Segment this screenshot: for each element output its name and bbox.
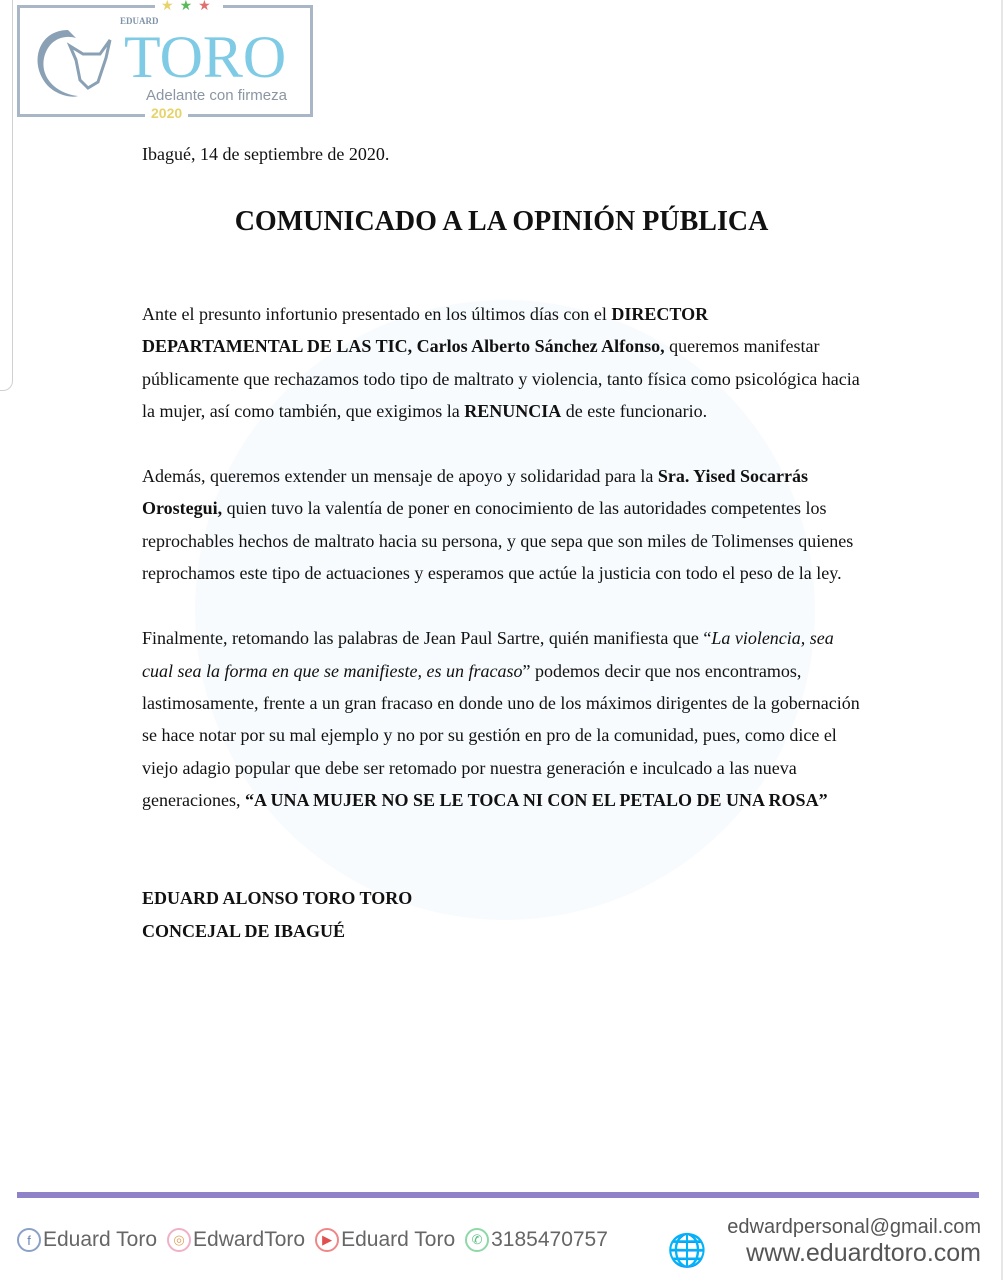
text: Ante el presunto infortunio presentado en los últimos días con el	[142, 304, 612, 324]
logo-stars: ★★★	[155, 0, 223, 15]
footer-contact	[727, 1216, 981, 1268]
whatsapp-label: 3185470757	[491, 1228, 608, 1251]
quote-text: La violencia, sea cual sea la forma en que se manifieste, es un fracaso	[142, 628, 834, 681]
footer-youtube[interactable]	[315, 1228, 455, 1252]
bold-text: “A UNA MUJER NO SE LE TOCA NI CON EL PETALO DE UNA ROSA”	[244, 789, 828, 810]
text: queremos manifestar públicamente que rechazamos todo tipo de maltrato y violencia, tanto física como psicológica hacia la mujer, así como también, que exigimos la	[142, 336, 860, 421]
footer-social	[17, 1228, 608, 1252]
paragraph-1	[142, 298, 864, 427]
paragraph-3	[142, 622, 864, 816]
text: quien tuvo la valentía de poner en conocimiento de las autoridades competentes los reprochables hechos de maltrato hacia su persona, y que sepa que son miles de Tolimenses quienes reprochamos este tipo de actuaciones y esperamos que actúe la justicia con todo el peso de la ley.	[142, 498, 854, 584]
instagram-label: EdwardToro	[193, 1228, 306, 1251]
document-body	[142, 298, 864, 948]
footer-facebook[interactable]	[17, 1228, 157, 1252]
youtube-label: Eduard Toro	[341, 1228, 456, 1251]
logo-eduard: EDUARD	[120, 16, 159, 26]
text: Finalmente, retomando las palabras de Jean Paul Sartre, quién manifiesta que “	[142, 628, 712, 649]
footer-rule	[17, 1192, 979, 1198]
page-fold-edge	[0, 0, 13, 391]
campaign-logo	[17, 0, 313, 121]
bold-text: RENUNCIA	[464, 400, 562, 421]
email-link[interactable]: edwardpersonal@gmail.com	[727, 1216, 981, 1238]
paragraph-2	[142, 460, 864, 589]
logo-year: 2020	[145, 105, 188, 121]
signer-role: CONCEJAL DE IBAGUÉ	[142, 921, 346, 942]
text: Además, queremos extender un mensaje de apoyo y solidaridad para la	[142, 466, 658, 487]
bull-icon	[28, 24, 118, 104]
youtube-icon: ▶	[315, 1228, 339, 1252]
footer-whatsapp[interactable]	[465, 1228, 608, 1252]
signer-name: EDUARD ALONSO TORO TORO	[142, 888, 413, 909]
website-link[interactable]: www.eduardtoro.com	[746, 1239, 981, 1267]
bold-text: Sra. Yised Socarrás Orostegui,	[142, 466, 808, 519]
text: de este funcionario.	[561, 400, 708, 421]
instagram-icon: ◎	[167, 1228, 191, 1252]
document-title: COMUNICADO A LA OPINIÓN PÚBLICA	[234, 206, 769, 237]
footer-instagram[interactable]	[167, 1228, 305, 1252]
facebook-label: Eduard Toro	[43, 1228, 158, 1251]
bold-text: DIRECTOR DEPARTAMENTAL DE LAS TIC, Carlos Alberto Sánchez Alfonso,	[142, 304, 709, 357]
signature	[142, 882, 864, 948]
text: ” podemos decir que nos encontramos, lastimosamente, frente a un gran fracaso en donde uno de los máximos dirigentes de la gobernación se hace notar por su mal ejemplo y no por su gestión en pro de la comunidad, pues, como dice el viejo adagio popular que debe ser retomado por nuestra generación e inculcado a las nueva generaciones,	[142, 660, 860, 810]
logo-toro: TORO	[124, 24, 287, 90]
whatsapp-icon: ✆	[465, 1228, 489, 1252]
document-date: Ibagué, 14 de septiembre de 2020.	[142, 144, 390, 164]
logo-tagline: Adelante con firmeza	[146, 87, 287, 104]
facebook-icon: f	[17, 1228, 41, 1252]
globe-icon: 🌐	[667, 1232, 707, 1268]
